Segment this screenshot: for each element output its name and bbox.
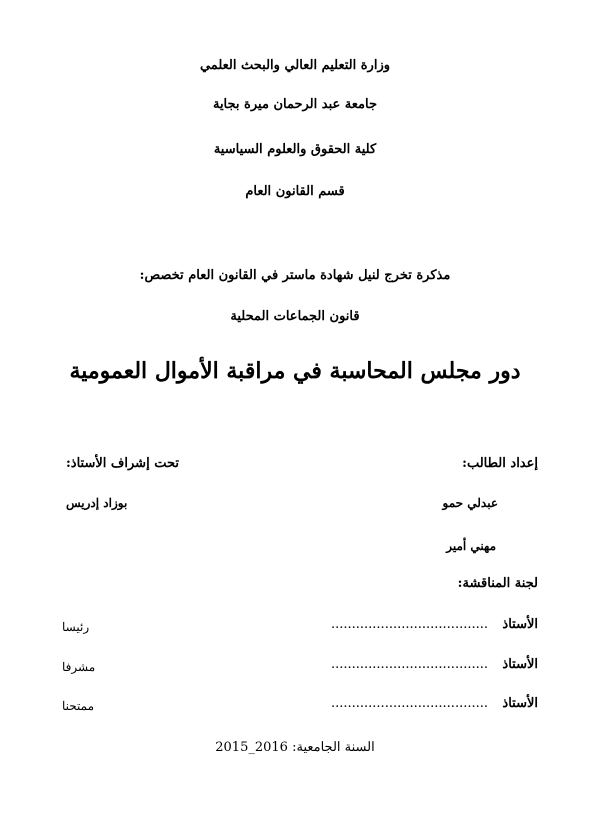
department-name: قسم القانون العام xyxy=(245,184,345,199)
committee-member-title: الأستاذ xyxy=(502,657,538,672)
students-label: إعداد الطالب: xyxy=(462,456,538,471)
committee-role: ممتحنا xyxy=(62,699,95,713)
committee-member-title: الأستاذ xyxy=(502,696,538,711)
committee-role: مشرفا xyxy=(62,660,96,674)
university-name: جامعة عبد الرحمان ميرة بجاية xyxy=(212,97,378,112)
academic-year-label: السنة الجامعية: xyxy=(292,740,375,755)
thesis-title: دور مجلس المحاسبة في مراقبة الأموال العمومية xyxy=(69,358,521,384)
committee-dots: ...................................... xyxy=(330,617,488,632)
academic-year-value: 2016_2015 xyxy=(215,740,288,755)
student-name-2: مهني أمير xyxy=(446,539,496,553)
ministry-name: وزارة التعليم العالي والبحث العلمي xyxy=(199,58,391,73)
committee-member-title: الأستاذ xyxy=(502,617,538,632)
faculty-name: كلية الحقوق والعلوم السياسية xyxy=(213,142,377,157)
thesis-specialty: قانون الجماعات المحلية xyxy=(230,309,360,324)
committee-dots: ...................................... xyxy=(330,657,488,672)
committee-dots: ...................................... xyxy=(330,696,488,711)
committee-role: رئيسا xyxy=(62,620,90,634)
thesis-subtitle: مذكرة تخرج لنيل شهادة ماستر في القانون العام تخصص: xyxy=(139,268,451,283)
supervisor-name: بوزاد إدريس xyxy=(66,496,128,510)
student-name-1: عبدلي حمو xyxy=(442,496,498,510)
supervisor-label: تحت إشراف الأستاذ: xyxy=(66,456,179,471)
committee-label: لجنة المناقشة: xyxy=(457,576,538,591)
academic-year xyxy=(0,740,590,755)
